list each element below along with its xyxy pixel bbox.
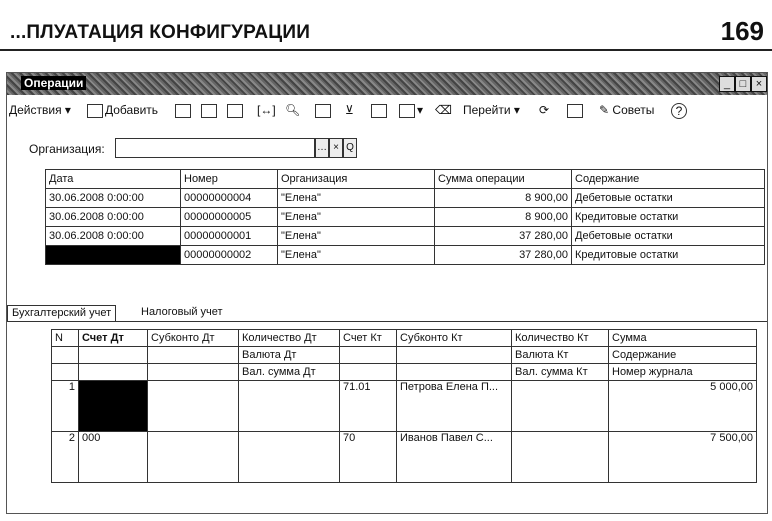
operations-window bbox=[6, 72, 768, 514]
org-filter-label: Организация: bbox=[29, 142, 105, 156]
col-number[interactable]: Номер bbox=[181, 170, 278, 189]
cell-date: 30.06.2008 0:00:00 bbox=[46, 246, 181, 265]
post-icon[interactable] bbox=[315, 103, 333, 118]
entries-header-row-3 bbox=[52, 364, 757, 381]
cell-content: Кредитовые остатки bbox=[572, 208, 765, 227]
col-date[interactable]: Дата bbox=[46, 170, 181, 189]
cell-acc-dt[interactable]: 000 bbox=[79, 432, 148, 483]
filter-list-icon[interactable] bbox=[371, 103, 389, 118]
goto-label: Перейти bbox=[463, 103, 511, 117]
tips-icon: ✎ bbox=[599, 103, 610, 117]
actions-label: Действия bbox=[9, 103, 62, 117]
col-content[interactable]: Содержание bbox=[609, 347, 757, 364]
report-icon[interactable]: ▾ bbox=[399, 103, 423, 118]
tips-button[interactable] bbox=[599, 103, 654, 117]
cell-number: 00000000005 bbox=[181, 208, 278, 227]
entries-table bbox=[51, 329, 757, 483]
cell-organization: "Елена" bbox=[278, 208, 435, 227]
entries-header-row bbox=[52, 330, 757, 347]
org-filter-input[interactable] bbox=[115, 138, 315, 158]
cell-sub-kt: Петрова Елена П... bbox=[397, 381, 512, 432]
actions-menu[interactable]: Действия ▾ bbox=[9, 103, 71, 117]
edit-icon[interactable] bbox=[201, 103, 219, 118]
window-title: Операции bbox=[21, 76, 86, 90]
table-row[interactable] bbox=[46, 189, 765, 208]
operations-header-row bbox=[46, 170, 765, 189]
cell-content: Кредитовые остатки bbox=[572, 246, 765, 265]
tab-tax[interactable]: Налоговый учет bbox=[137, 305, 227, 320]
cell-organization: "Елена" bbox=[278, 189, 435, 208]
cell-amount: 8 900,00 bbox=[435, 208, 572, 227]
add-label: Добавить bbox=[105, 103, 159, 117]
refresh-icon[interactable]: ⟳ bbox=[539, 103, 550, 117]
cell-date: 30.06.2008 0:00:00 bbox=[46, 208, 181, 227]
cell-organization: "Елена" bbox=[278, 227, 435, 246]
cell-organization: "Елена" bbox=[278, 246, 435, 265]
cell-number: 00000000002 bbox=[181, 246, 278, 265]
print-icon[interactable] bbox=[567, 103, 585, 118]
cancel-filter-icon[interactable]: ⌫ bbox=[435, 103, 452, 117]
cell-acc-kt: 71.01 bbox=[340, 381, 397, 432]
operations-table bbox=[45, 169, 765, 265]
col-cur-kt[interactable]: Валюта Кт bbox=[512, 347, 609, 364]
cell-content: Дебетовые остатки bbox=[572, 227, 765, 246]
table-row[interactable] bbox=[52, 381, 757, 432]
cell-amount: 37 280,00 bbox=[435, 227, 572, 246]
entries-header-row-2 bbox=[52, 347, 757, 364]
help-icon[interactable]: ? bbox=[671, 103, 687, 119]
maximize-icon[interactable]: □ bbox=[735, 76, 751, 92]
col-sub-kt[interactable]: Субконто Кт bbox=[397, 330, 512, 347]
col-amount[interactable]: Сумма операции bbox=[435, 170, 572, 189]
cell-acc-kt: 70 bbox=[340, 432, 397, 483]
copy-icon[interactable] bbox=[175, 103, 193, 118]
cell-sum: 7 500,00 bbox=[609, 432, 757, 483]
cell-content: Дебетовые остатки bbox=[572, 189, 765, 208]
cell-number: 00000000001 bbox=[181, 227, 278, 246]
cell-acc-dt[interactable] bbox=[79, 381, 148, 432]
table-row[interactable] bbox=[46, 208, 765, 227]
page-number: 169 bbox=[720, 16, 764, 46]
add-icon bbox=[87, 104, 103, 118]
cell-sum: 5 000,00 bbox=[609, 381, 757, 432]
col-content[interactable]: Содержание bbox=[572, 170, 765, 189]
window-titlebar[interactable] bbox=[7, 73, 767, 95]
col-cursum-dt[interactable]: Вал. сумма Дт bbox=[239, 364, 340, 381]
cell-date: 30.06.2008 0:00:00 bbox=[46, 227, 181, 246]
col-sum[interactable]: Сумма bbox=[609, 330, 757, 347]
find-icon[interactable]: 🔍︎ bbox=[285, 103, 301, 117]
col-acc-dt[interactable]: Счет Дт bbox=[79, 330, 148, 347]
toolbar bbox=[7, 99, 767, 125]
col-sub-dt[interactable]: Субконто Дт bbox=[148, 330, 239, 347]
org-select-button[interactable]: … bbox=[315, 138, 329, 158]
col-acc-kt[interactable]: Счет Кт bbox=[340, 330, 397, 347]
header-rule bbox=[0, 49, 772, 51]
cell-amount: 8 900,00 bbox=[435, 189, 572, 208]
org-open-button[interactable]: Q bbox=[343, 138, 357, 158]
interval-icon[interactable]: [↔] bbox=[257, 103, 276, 117]
tab-accounting[interactable]: Бухгалтерский учет bbox=[7, 305, 116, 321]
tab-bar bbox=[7, 305, 767, 322]
minimize-icon[interactable]: _ bbox=[719, 76, 735, 92]
col-cursum-kt[interactable]: Вал. сумма Кт bbox=[512, 364, 609, 381]
page-header-title: ...ПЛУАТАЦИЯ КОНФИГУРАЦИИ bbox=[10, 22, 311, 43]
cell-number: 00000000004 bbox=[181, 189, 278, 208]
table-row[interactable] bbox=[46, 227, 765, 246]
col-journal[interactable]: Номер журнала bbox=[609, 364, 757, 381]
cell-amount: 37 280,00 bbox=[435, 246, 572, 265]
add-button[interactable] bbox=[87, 103, 158, 118]
cell-sub-kt: Иванов Павел С... bbox=[397, 432, 512, 483]
filter-icon[interactable]: ⊻ bbox=[345, 103, 354, 117]
close-icon[interactable]: × bbox=[751, 76, 767, 92]
col-cur-dt[interactable]: Валюта Дт bbox=[239, 347, 340, 364]
cell-n: 1 bbox=[52, 381, 79, 432]
cell-date: 30.06.2008 0:00:00 bbox=[46, 189, 181, 208]
tips-label: Советы bbox=[612, 103, 655, 117]
org-clear-button[interactable]: × bbox=[329, 138, 343, 158]
table-row[interactable] bbox=[52, 432, 757, 483]
cell-n: 2 bbox=[52, 432, 79, 483]
table-row-selected[interactable] bbox=[46, 246, 765, 265]
col-qty-dt[interactable]: Количество Дт bbox=[239, 330, 340, 347]
col-qty-kt[interactable]: Количество Кт bbox=[512, 330, 609, 347]
delete-icon[interactable] bbox=[227, 103, 245, 118]
goto-menu[interactable]: Перейти ▾ bbox=[463, 103, 520, 117]
col-organization[interactable]: Организация bbox=[278, 170, 435, 189]
col-n[interactable]: N bbox=[52, 330, 79, 347]
